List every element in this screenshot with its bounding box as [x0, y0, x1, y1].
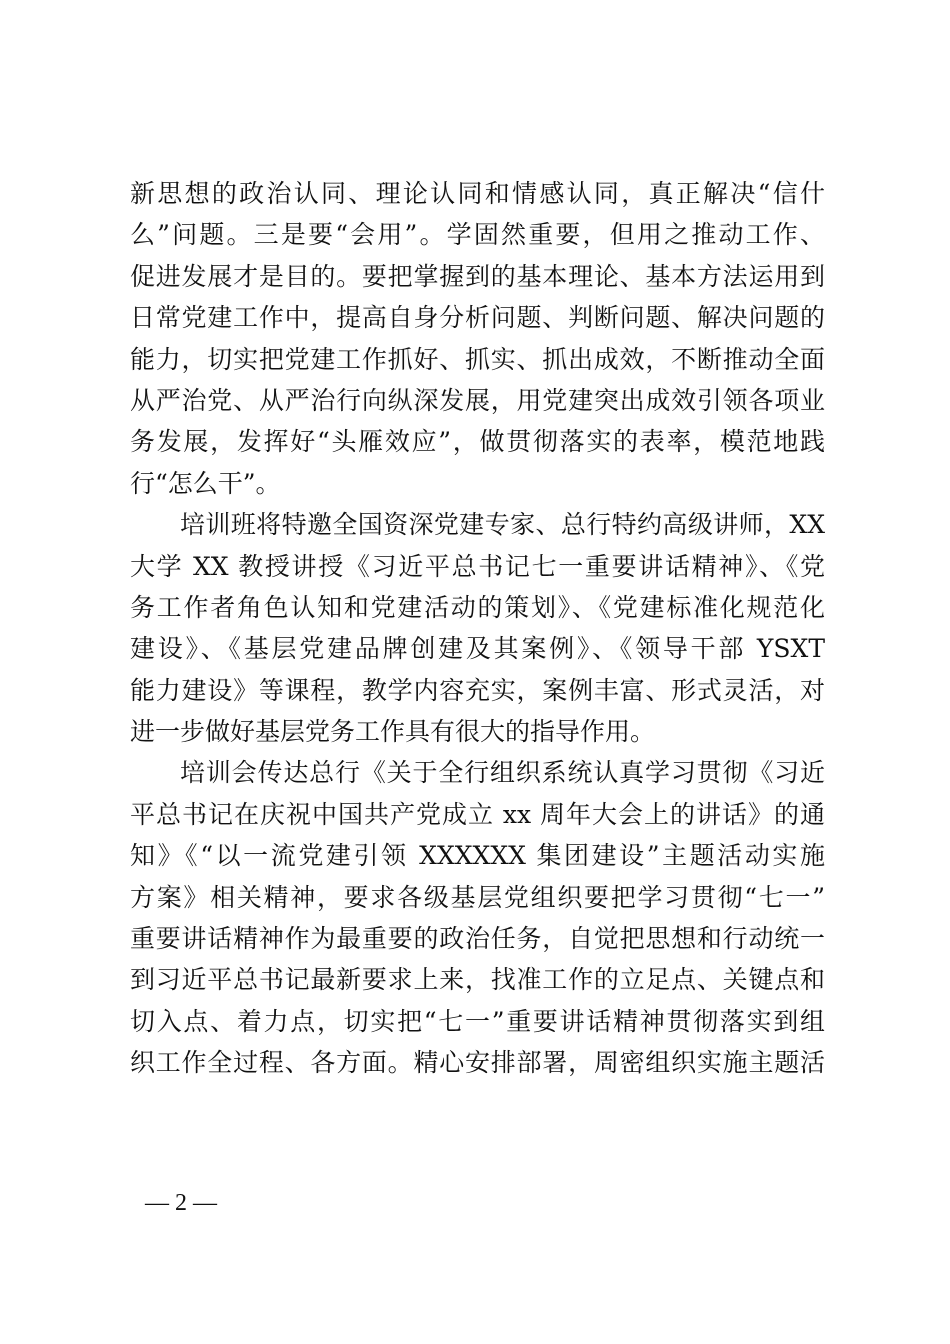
text-line: 到习近平总书记最新要求上来，找准工作的立足点、关键点和: [130, 965, 825, 995]
text-line: 重要讲话精神作为最重要的政治任务，自觉把思想和行动统一: [130, 924, 825, 954]
text-line: 进一步做好基层党务工作具有很大的指导作用。: [130, 717, 656, 747]
text-line: 务工作者角色认知和党建活动的策划》、《党建标准化规范化: [130, 592, 825, 622]
text-line: 建设》、《基层党建品牌创建及其案例》、《领导干部 YSXT: [130, 634, 825, 664]
text-line: 方案》相关精神，要求各级基层党组织要把学习贯彻“七一”: [130, 882, 825, 912]
text-line: 日常党建工作中，提高自身分析问题、判断问题、解决问题的: [130, 303, 825, 333]
text-line: 行“怎么干”。: [130, 468, 281, 498]
text-line: 平总书记在庆祝中国共产党成立 xx 周年大会上的讲话》的通: [130, 799, 825, 829]
text-line: 能力建设》等课程，教学内容充实，案例丰富、形式灵活，对: [130, 675, 825, 705]
text-line: 从严治党、从严治行向纵深发展，用党建突出成效引领各项业: [130, 385, 825, 415]
text-line: 织工作全过程、各方面。精心安排部署，周密组织实施主题活: [130, 1048, 825, 1078]
paragraph-2: [130, 504, 825, 752]
text-line: 新思想的政治认同、理论认同和情感认同，真正解决“信什: [130, 179, 825, 208]
text-line: 大学 XX 教授讲授《习近平总书记七一重要讲话精神》、《党: [130, 551, 825, 581]
page-number: — 2 —: [145, 1190, 217, 1216]
text-line: 培训会传达总行《关于全行组织系统认真学习贯彻《习近: [180, 758, 825, 788]
text-line: 务发展，发挥好“头雁效应”，做贯彻落实的表率，模范地践: [130, 427, 825, 457]
text-line: 能力，切实把党建工作抓好、抓实、抓出成效，不断推动全面: [130, 344, 825, 374]
paragraph-3: [130, 752, 825, 1083]
text-line: 知》《“以一流党建引领 XXXXXX 集团建设”主题活动实施: [130, 841, 825, 871]
text-line: 么”问题。三是要“会用”。学固然重要，但用之推动工作、: [130, 220, 825, 250]
text-line: 切入点、着力点，切实把“七一”重要讲话精神贯彻落实到组: [130, 1006, 825, 1036]
text-line: 培训班将特邀全国资深党建专家、总行特约高级讲师，XX: [180, 510, 825, 540]
document-body: [130, 173, 825, 1084]
text-line: 促进发展才是目的。要把掌握到的基本理论、基本方法运用到: [130, 261, 825, 291]
paragraph-1: [130, 173, 825, 504]
